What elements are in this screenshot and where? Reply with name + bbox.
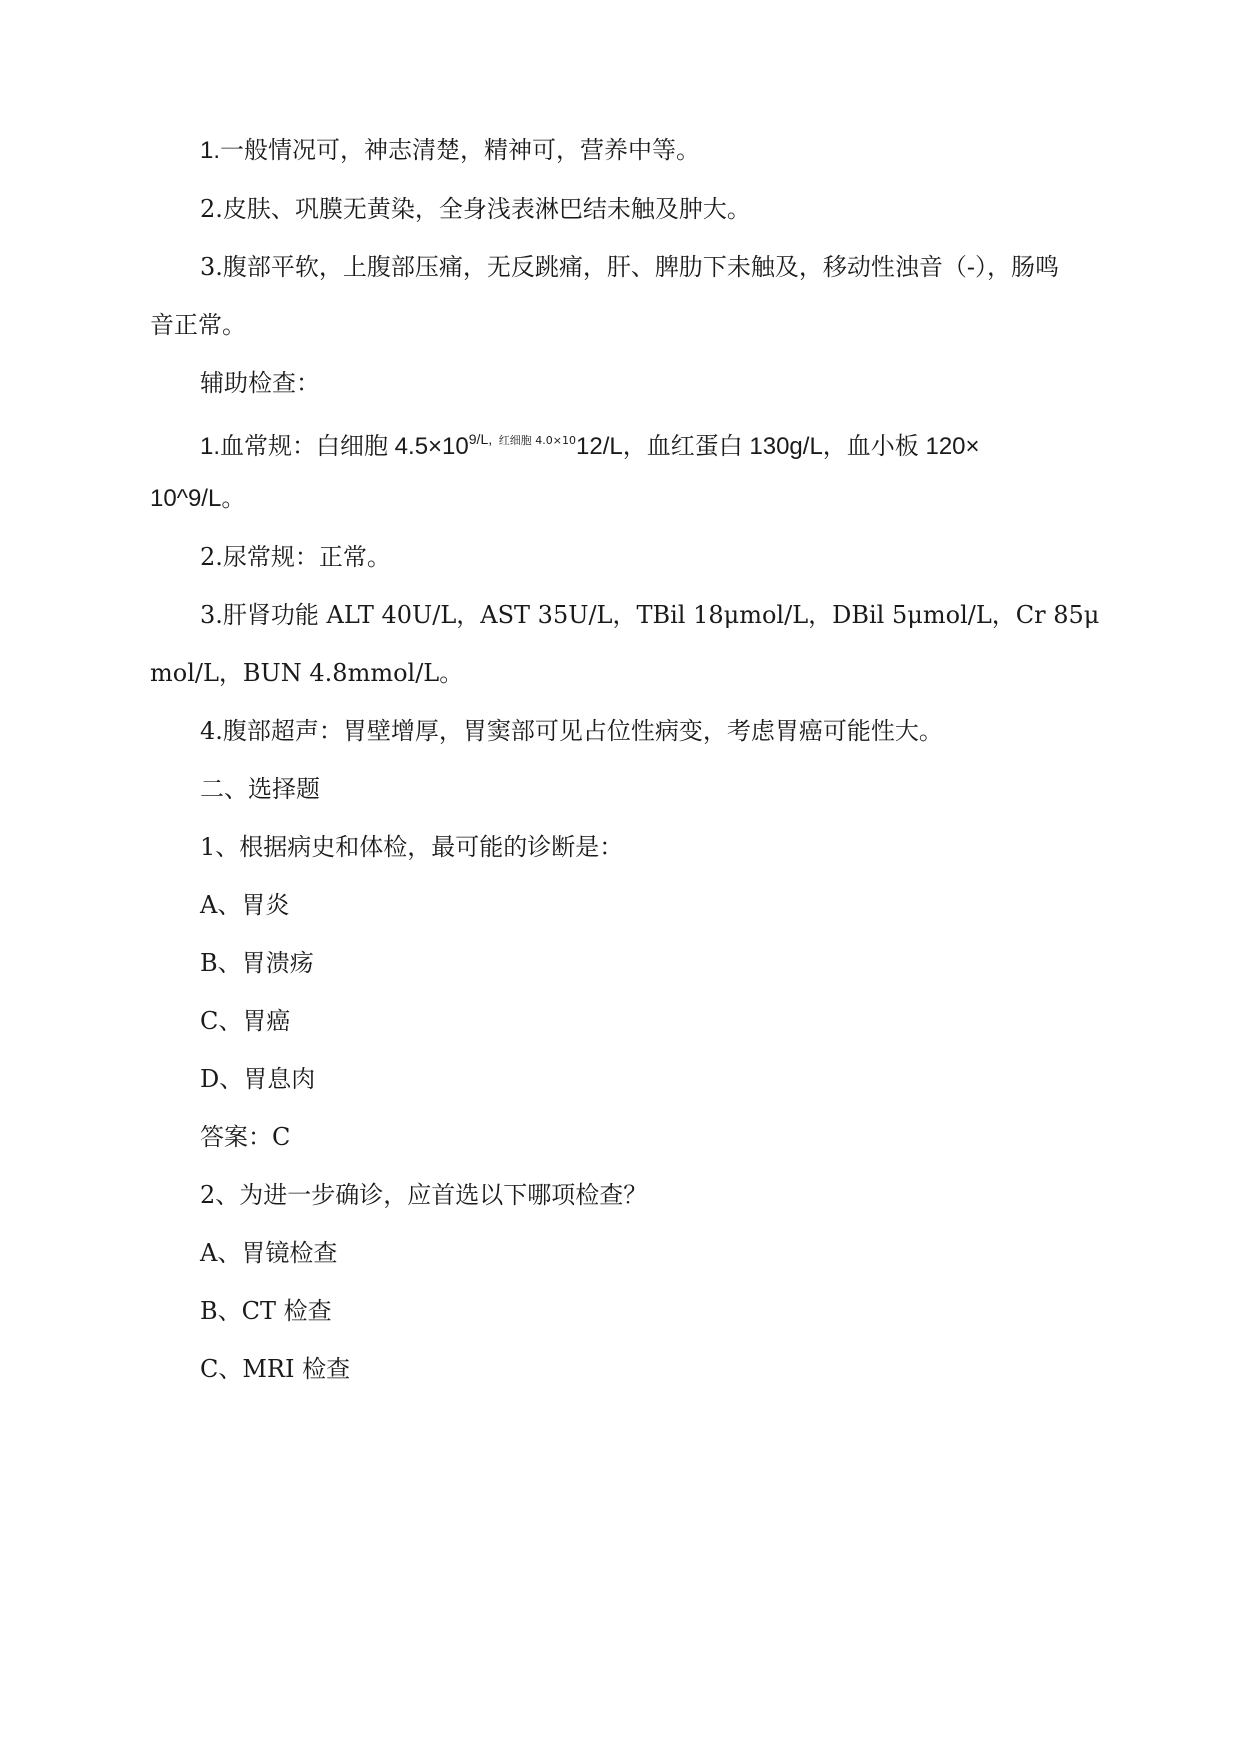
exam-line-general: 1.一般情况可，神志清楚，精神可，营养中等。 — [200, 137, 701, 164]
question-1: 1、根据病史和体检，最可能的诊断是： — [200, 833, 624, 861]
aux-blood-routine — [200, 426, 1150, 462]
exam-line-abdomen: 3.腹部平软，上腹部压痛，无反跳痛，肝、脾肋下未触及，移动性浊音（-），肠鸣 — [200, 253, 1060, 281]
aux-urine-routine: 2.尿常规：正常。 — [200, 543, 391, 571]
blood-routine-small-text: 红细胞 4.0×10 — [498, 434, 577, 447]
q2-option-b: B、CT 检查 — [200, 1297, 332, 1325]
aux-blood-routine-cont: 10^9/L。 — [150, 485, 246, 512]
q1-option-a: A、胃炎 — [200, 891, 290, 919]
blood-routine-part2: 12/L，血红蛋白 130g/L，血小板 120× — [576, 433, 980, 460]
q1-answer: 答案：C — [200, 1123, 291, 1151]
blood-routine-superscript: 9/L, — [468, 431, 493, 447]
aux-liver-kidney: 3.肝肾功能 ALT 40U/L，AST 35U/L，TBil 18μmol/L，DBil 5μmol/L，Cr 85μ — [200, 601, 1100, 629]
aux-ultrasound: 4.腹部超声：胃壁增厚，胃窦部可见占位性病变，考虑胃癌可能性大。 — [200, 717, 943, 745]
exam-line-abdomen-cont: 音正常。 — [150, 311, 246, 339]
q2-option-a: A、胃镜检查 — [200, 1239, 338, 1267]
q1-option-c: C、胃癌 — [200, 1007, 291, 1035]
q1-option-b: B、胃溃疡 — [200, 949, 314, 977]
q2-option-c: C、MRI 检查 — [200, 1355, 351, 1383]
section-heading-choice: 二、选择题 — [200, 775, 320, 803]
aux-heading: 辅助检查： — [200, 369, 320, 397]
question-2: 2、为进一步确诊，应首选以下哪项检查？ — [200, 1181, 648, 1209]
q1-option-d: D、胃息肉 — [200, 1065, 316, 1093]
exam-line-skin: 2.皮肤、巩膜无黄染，全身浅表淋巴结未触及肿大。 — [200, 195, 751, 223]
aux-liver-kidney-cont: mol/L，BUN 4.8mmol/L。 — [150, 659, 464, 687]
blood-routine-part1: 1.血常规：白细胞 4.5×10 — [200, 433, 469, 460]
